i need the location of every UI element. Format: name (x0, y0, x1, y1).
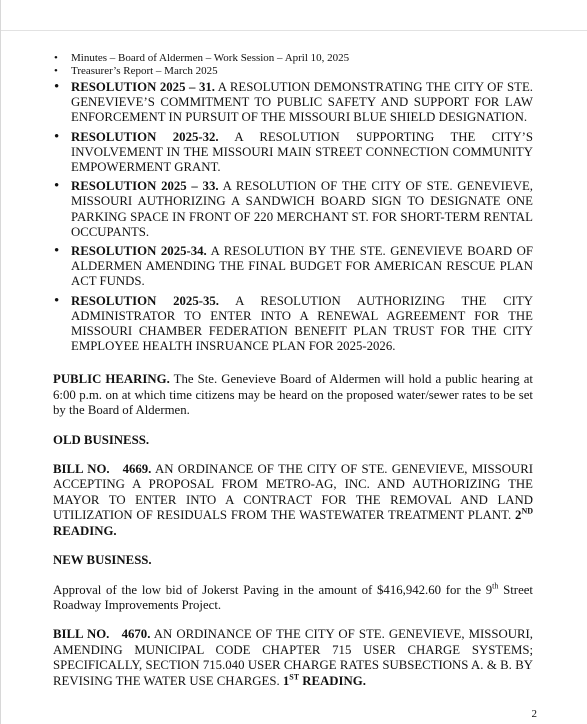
resolution-number: RESOLUTION 2025-34. (71, 244, 207, 259)
resolution-number: RESOLUTION 2025-35. (71, 293, 219, 308)
list-item (53, 179, 533, 240)
public-hearing-paragraph (53, 372, 533, 418)
new-business-heading: NEW BUSINESS. (53, 553, 152, 568)
bullet-icon: • (54, 128, 60, 145)
bill-text: AN ORDINANCE OF THE CITY OF STE. GENEVIEVE, MISSOURI, AMENDING MUNICIPAL CODE CHAPTER 715 USER CHARGE SYSTEMS; SPECIFICALLY, SECTION 715.040 USER CHARGE RATES SUBSECTIONS A. & B. BY REVISING THE WATER USE CHARGES. (53, 627, 533, 688)
list-item (53, 52, 533, 65)
list-item-text: Minutes – Board of Aldermen – Work Session – April 10, 2025 (71, 52, 350, 64)
page-number: 2 (531, 708, 537, 720)
resolution-number: RESOLUTION 2025 – 31. (71, 80, 215, 94)
public-hearing-label: PUBLIC HEARING. (53, 372, 170, 387)
approval-paragraph: Approval of the low bid of Jokerst Paving in the amount of $416,942.60 for the 9th Street Roadway Improvements Project. (53, 581, 533, 612)
bill-text: AN ORDINANCE OF THE CITY OF STE. GENEVIEVE, MISSOURI ACCEPTING A PROPOSAL FROM METRO-AG, INC. AND AUTHORIZING THE MAYOR TO ENTER INTO A CONTRACT FOR THE REMOVAL AND LAND UTILIZATION OF RESIDUALS FROM THE WASTEWATER TREATMENT PLANT. (53, 462, 533, 523)
bullet-icon: • (54, 65, 58, 77)
bill-4669-paragraph (53, 462, 533, 539)
resolution-text: A RESOLUTION AUTHORIZING THE CITY ADMINISTRATOR TO ENTER INTO A RENEWAL AGREEMENT FOR THE MISSOURI CHAMBER FEDERATION BENEFIT PLAN TRUST FOR THE CITY EMPLOYEE HEALTH INSRUANCE PLAN FOR 2025-2026. (71, 293, 534, 354)
bullet-icon: • (54, 243, 60, 260)
list-item (53, 294, 533, 355)
bill-4670-paragraph (53, 627, 533, 689)
resolution-number: RESOLUTION 2025-32. (71, 129, 219, 144)
bullet-icon: • (54, 79, 60, 95)
public-hearing-text: The Ste. Genevieve Board of Aldermen will hold a public hearing at 6:00 p.m. on at which time citizens may be heard on the proposed water/sewer rates to be set by the Board of Aldermen. (53, 372, 533, 418)
list-item-text: Treasurer’s Report – March 2025 (71, 65, 218, 77)
list-item (53, 130, 533, 176)
resolution-text: A RESOLUTION SUPPORTING THE CITY’S INVOLVEMENT IN THE MISSOURI MAIN STREET CONNECTION COMMUNITY EMPOWERMENT GRANT. (71, 129, 533, 175)
old-business-heading: OLD BUSINESS. (53, 432, 150, 447)
resolution-number: RESOLUTION 2025 – 33. (71, 179, 219, 194)
bill-number: BILL NO. 4669. (53, 462, 152, 477)
reading-label: 1ST READING. (282, 672, 366, 688)
page-content (53, 52, 533, 689)
bullet-icon: • (54, 292, 60, 309)
resolution-text: A RESOLUTION BY THE STE. GENEVIEVE BOARD OF ALDERMEN AMENDING THE FINAL BUDGET FOR AMERICAN RESCUE PLAN ACT FUNDS. (71, 244, 533, 289)
reading-label: 2ND READING. (53, 507, 533, 538)
top-divider (1, 30, 587, 31)
list-item (53, 80, 533, 126)
agenda-bullet-list (53, 52, 533, 354)
resolution-text: A RESOLUTION OF THE CITY OF STE. GENEVIEVE, MISSOURI AUTHORIZING A SANDWICH BOARD SIGN TO DESIGNATE ONE PARKING SPACE IN FRONT OF 220 MERCHANT ST. FOR SHORT-TERM RENTAL OCCUPANTS. (71, 179, 534, 239)
bill-number: BILL NO. 4670. (53, 627, 151, 642)
bullet-icon: • (54, 178, 60, 195)
resolution-text: A RESOLUTION DEMONSTRATING THE CITY OF STE. GENEVIEVE’S COMMITMENT TO PUBLIC SAFETY AND SUPPORT FOR LAW ENFORCEMENT IN PURSUIT OF THE MISSOURI BLUE SHIELD DESIGNATION. (71, 80, 533, 125)
list-item (53, 244, 533, 290)
bullet-icon: • (54, 52, 58, 64)
list-item (53, 65, 533, 78)
